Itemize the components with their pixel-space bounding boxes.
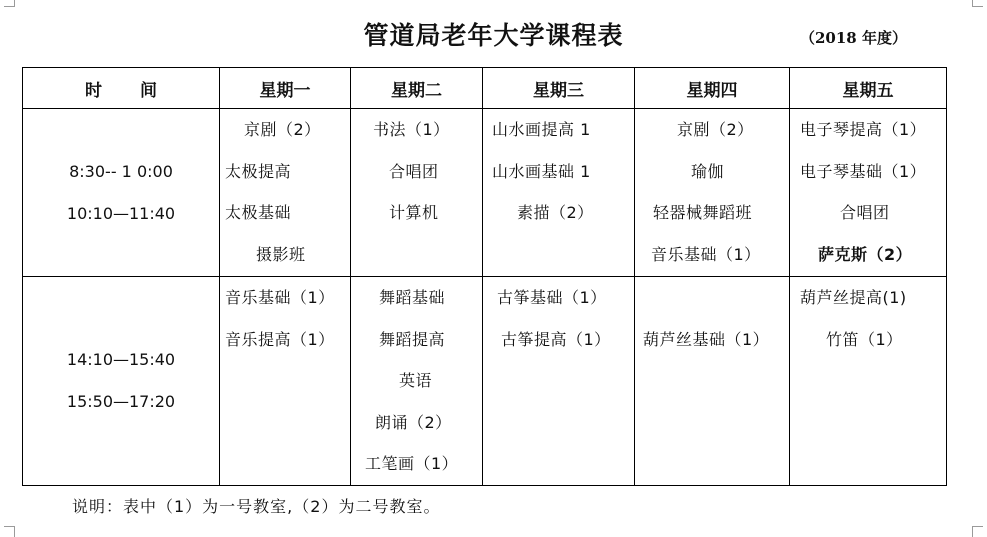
course-item: 音乐提高（1） [225,329,335,349]
time-slot: 15:50—17:20 [66,392,176,411]
course-item: 计算机 [389,203,439,222]
time-slot: 8:30-- 1 0:00 [69,161,173,181]
course-item: 素描（2） [517,203,594,222]
course-item: 电子琴基础（1） [800,161,927,181]
morning-thursday-cell [635,109,790,277]
course-item: 舞蹈提高 [379,329,446,349]
course-item: 葫芦丝基础（1） [643,329,770,349]
course-item: 音乐基础（1） [651,244,761,264]
course-item: 瑜伽 [691,161,725,181]
header-wednesday: 星期三 [483,68,635,109]
time-slot: 10:10—11:40 [66,203,176,223]
course-item: 摄影班 [256,244,306,264]
header-time-char: 时 [85,80,102,101]
time-slot: 14:10—15:40 [66,350,176,369]
afternoon-tuesday-cell [351,277,483,486]
footnote: 说明：表中（1）为一号教室,（2）为二号教室。 [72,497,441,516]
course-item: 葫芦丝提高(1) [800,288,907,307]
morning-wednesday-cell [483,109,635,277]
course-item: 音乐基础（1） [225,288,335,307]
header-thursday: 星期四 [635,68,790,109]
course-item: 太极基础 [225,203,292,222]
afternoon-thursday-cell [635,277,790,486]
afternoon-friday-cell [790,277,947,486]
header-friday: 星期五 [790,68,947,109]
course-item: 古筝基础（1） [497,288,607,307]
morning-monday-cell [220,109,351,277]
afternoon-time-cell [23,277,220,486]
page-corner-mark [972,526,983,537]
course-item: 山水画基础 1 [492,161,591,181]
course-item: 京剧（2） [677,120,754,139]
header-time-char: 间 [140,80,157,101]
afternoon-wednesday-cell [483,277,635,486]
page-corner-mark [4,0,15,7]
course-item: 英语 [399,371,433,390]
course-item: 书法（1） [373,120,450,139]
morning-friday-cell [790,109,947,277]
page-corner-mark [972,0,983,7]
course-item [635,277,789,319]
course-item: 舞蹈基础 [379,288,446,307]
header-tuesday: 星期二 [351,68,483,109]
course-item: 京剧（2） [244,120,321,139]
course-item: 竹笛（1） [826,329,903,349]
header-time [23,68,220,109]
document-title: 管道局老年大学课程表 [363,21,624,50]
afternoon-monday-cell [220,277,351,486]
header-monday: 星期一 [220,68,351,109]
course-item: 古筝提高（1） [501,329,611,349]
year-label: （2018 年度） [800,29,907,47]
morning-tuesday-cell [351,109,483,277]
page-corner-mark [4,526,15,537]
schedule-table [22,67,947,486]
course-item: 山水画提高 1 [492,120,591,139]
course-item: 轻器械舞蹈班 [653,203,753,222]
course-item: 合唱团 [840,203,890,222]
course-item: 合唱团 [389,161,439,181]
header-row [23,68,947,109]
morning-row [23,109,947,277]
afternoon-row [23,277,947,486]
course-item: 朗诵（2） [375,412,452,432]
course-item: 电子琴提高（1） [800,120,927,139]
course-item: 工笔画（1） [365,454,459,473]
course-item: 萨克斯（2） [818,244,913,264]
course-item: 太极提高 [225,161,292,181]
morning-time-cell [23,109,220,277]
